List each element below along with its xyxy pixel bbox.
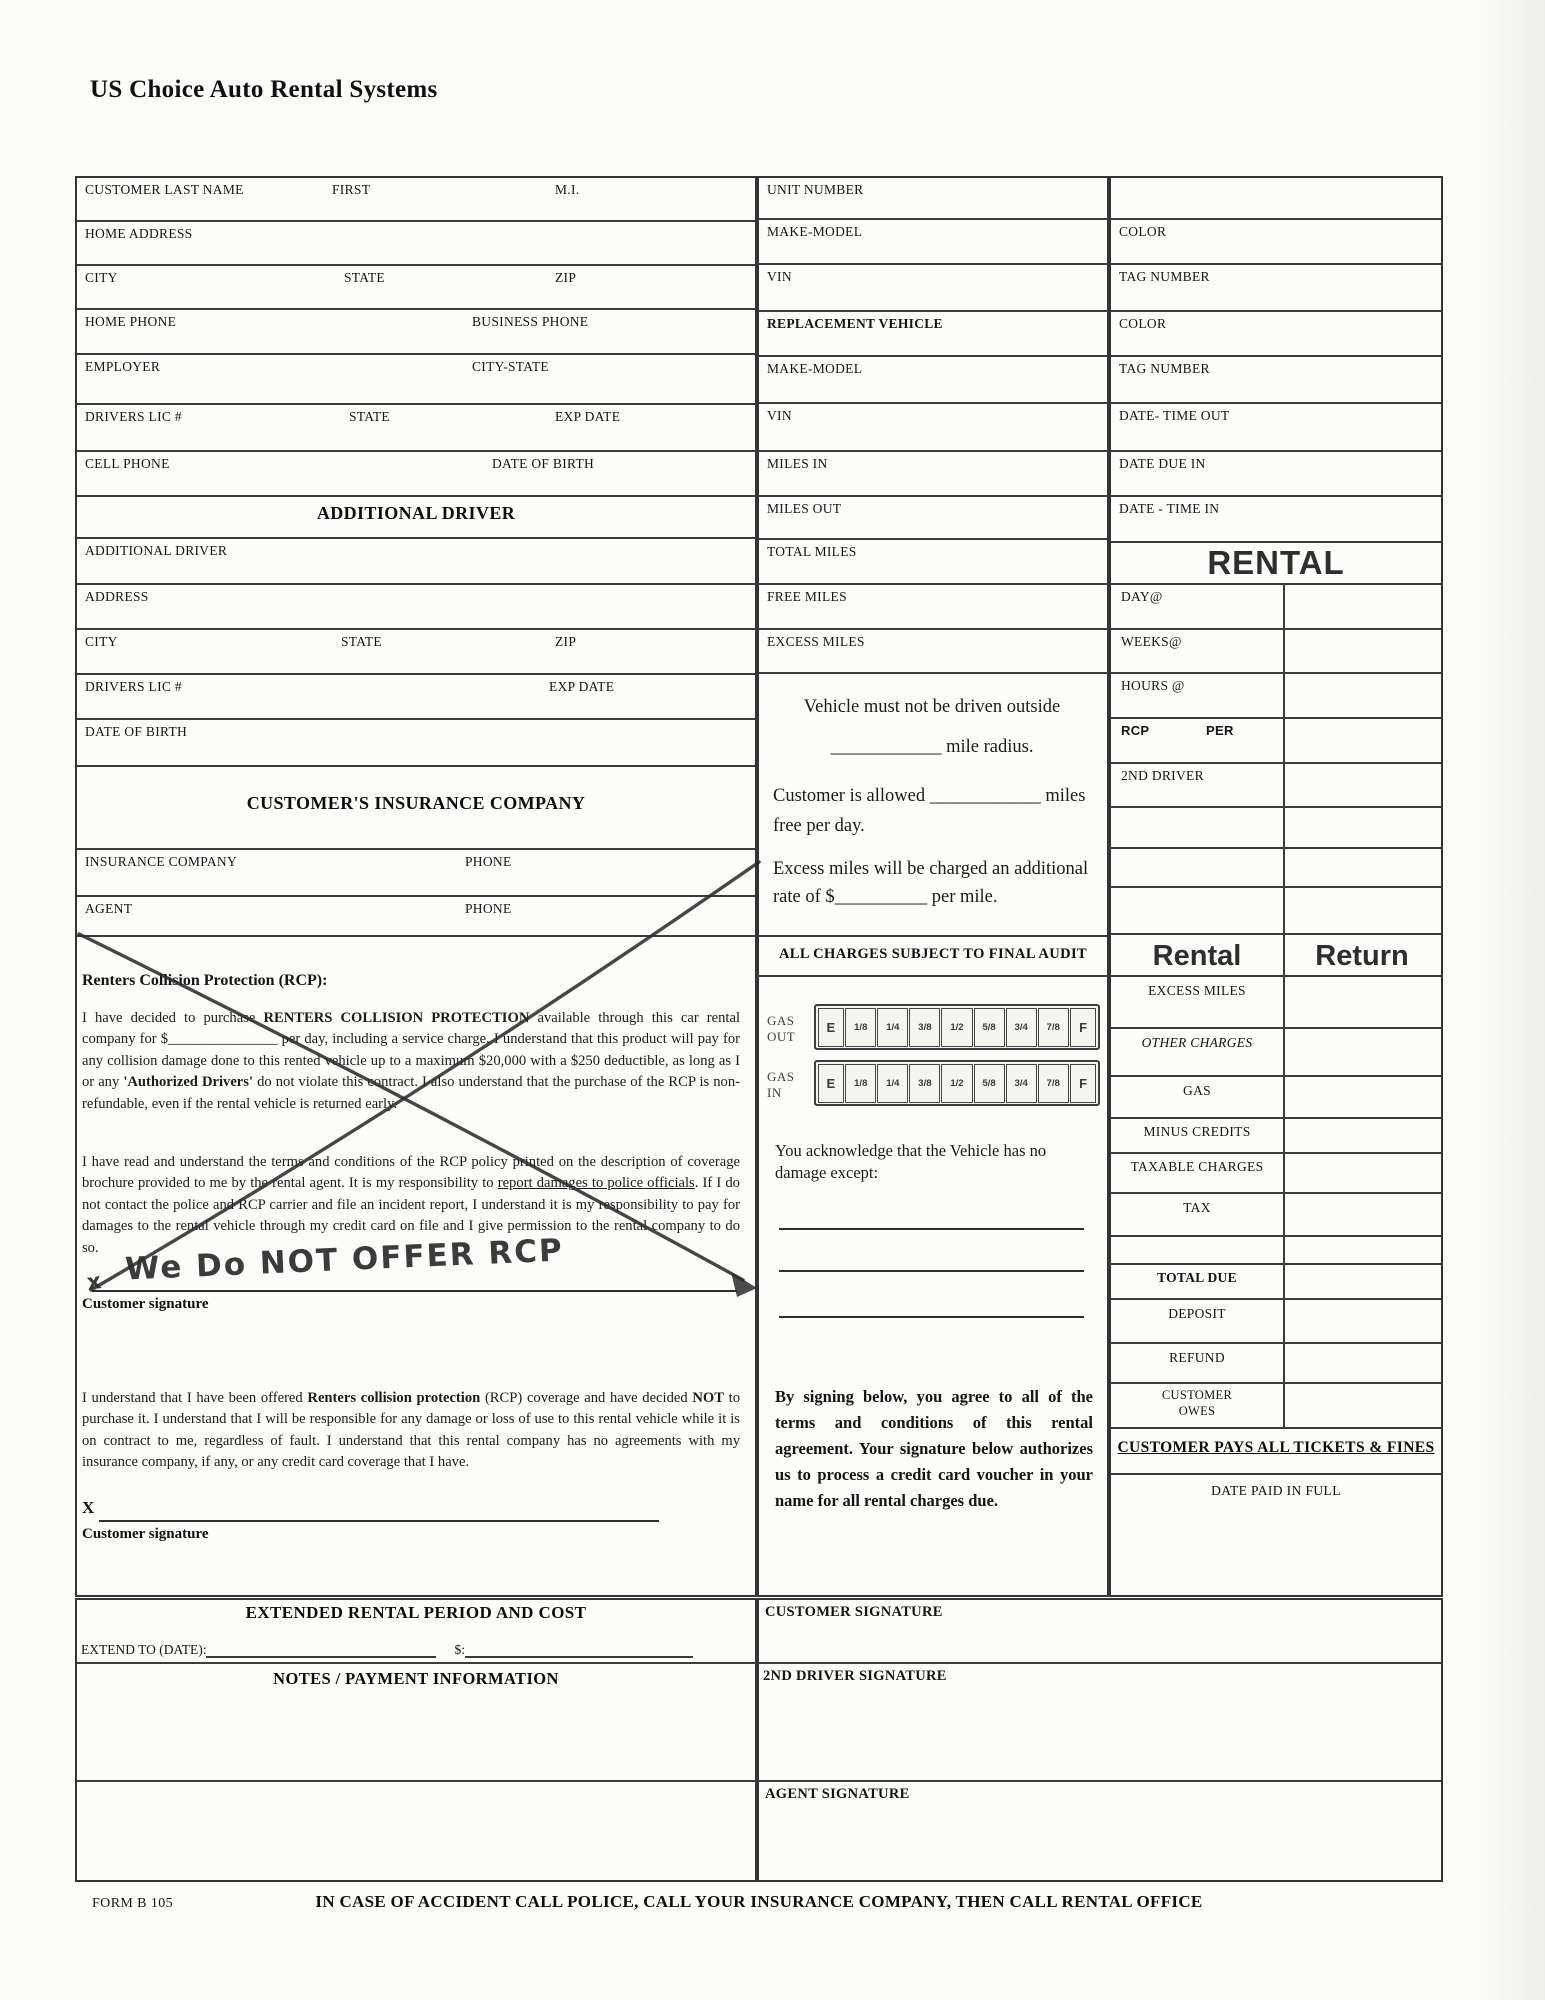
gauge-cell: 1/2 [941,1064,972,1103]
section-additional-driver-header [77,497,755,539]
gauge-cell: 1/8 [845,1064,876,1103]
excess-rate-text: Excess miles will be charged an additional rate of $__________ per mile. [773,859,1089,907]
text: I have read and understand the terms and conditions of the RCP policy printed on the description of coverage brochure provided to me by the rental agent. It is my responsibility to [82,1154,740,1192]
page-title: US Choice Auto Rental Systems [90,76,438,103]
field-label: TOTAL MILES [767,544,857,559]
gauge-cell: F [1070,1064,1097,1103]
field-label: WEEKS@ [1121,634,1182,649]
extended-rental-header: EXTENDED RENTAL PERIOD AND COST [245,1603,587,1622]
charge-label: EXCESS MILES [1148,983,1246,998]
gauge-cell: 5/8 [974,1008,1005,1047]
gauge-cell: 3/8 [909,1008,940,1047]
signature-label: 2ND DRIVER SIGNATURE [763,1668,947,1684]
rate-row-blank [1111,888,1441,935]
cell-divider [1283,674,1285,717]
charge-row-excess-miles [1111,977,1441,1029]
field-date-time-in [1111,497,1441,543]
section-insurance-header [77,767,755,850]
scan-page-edge [1475,0,1545,2000]
handwritten-note: We Do NOT OFFER RCP [124,1232,565,1288]
text: . If I do not contact the police and RCP carrier and file an incident report, I understand it is my responsibility to pay for damages to the rental vehicle through my credit card on file and I give permission to the rental company to do so. [82,1175,740,1256]
field-label: DATE DUE IN [1119,456,1206,471]
gauge-cell: 3/8 [909,1064,940,1103]
cell-divider [1283,1300,1285,1342]
rate-row-2nd-driver [1111,764,1441,808]
charge-label: GAS [1183,1083,1211,1098]
charge-label: TOTAL DUE [1157,1270,1237,1285]
extend-to-label: EXTEND TO (DATE): [81,1642,207,1657]
gas-in-gauge [814,1060,1100,1106]
rental-header: RENTAL [1207,544,1345,581]
handwritten-x-mark: x [85,1269,103,1296]
signature-label: CUSTOMER SIGNATURE [765,1604,943,1620]
text: available through this car rental company for $_______________ per day, including a service charge. I understand that this product will pay for any collision damage done to this rented vehicle up to a maximum $20,000 with a $250 deductible, as long as I or any [82,1010,741,1091]
section-title: ADDITIONAL DRIVER [316,503,516,523]
gauge-cell: 1/8 [845,1008,876,1047]
cell-divider [1283,1344,1285,1382]
field-additional-lic [77,675,755,720]
cell-divider [1283,1077,1285,1117]
text: to purchase it. I understand that I will be responsible for any damage or loss of use to this rental vehicle while it is on contract to me, regardless of fault. I understand that this rental company has no agreements with my insurance company, if any, or any credit card coverage that I have. [82,1390,741,1471]
rental-header-row [1111,543,1441,585]
text-bold: RENTERS COLLISION PROTECTION [263,1010,530,1026]
rate-row-rcp [1111,719,1441,764]
field-additional-dob [77,720,755,767]
rate-row-day [1111,585,1441,630]
field-tag-number [1111,265,1441,312]
field-city-state-zip [77,266,755,310]
field-label: REPLACEMENT VEHICLE [767,316,943,331]
gauge-cell: 3/4 [1006,1008,1037,1047]
audit-header: ALL CHARGES SUBJECT TO FINAL AUDIT [778,946,1088,962]
field-additional-city [77,630,755,675]
customer-signature-label: Customer signature [82,1296,209,1312]
cell-divider [1283,1154,1285,1192]
field-excess-miles [759,630,1107,674]
extend-date-blank [206,1642,436,1658]
field-label: DATE OF BIRTH [492,456,595,471]
form-number: FORM B 105 [92,1896,174,1911]
charge-row-minus-credits [1111,1119,1441,1154]
text: (RCP) coverage and have decided [480,1390,693,1406]
charge-label: REFUND [1169,1350,1225,1365]
hand-drawn-cross-out [75,850,765,1320]
field-label: EMPLOYER [85,359,161,374]
signature-label: AGENT SIGNATURE [765,1786,910,1802]
field-label: EXP DATE [555,409,621,424]
field-cell-phone [77,452,755,497]
field-replacement-vehicle [759,312,1107,357]
agent-signature-row [759,1782,1441,1884]
cell-divider [1283,764,1285,806]
extend-amount-label: $: [454,1642,465,1657]
rate-row-weeks [1111,630,1441,674]
second-driver-signature-row [759,1664,1441,1782]
charge-row-gas [1111,1077,1441,1119]
field-label: ADDRESS [85,589,149,604]
gauge-cell: F [1070,1008,1097,1047]
field-label: CITY-STATE [472,359,549,374]
rate-row-blank [1111,808,1441,849]
notes-header: NOTES / PAYMENT INFORMATION [273,1669,559,1688]
field-free-miles [759,585,1107,630]
text-bold: Renters collision protection [307,1390,481,1406]
charge-label: TAX [1183,1200,1211,1215]
field-label: AGENT [85,901,133,916]
cell-divider [1283,719,1285,762]
charge-row-other-charges [1111,1029,1441,1077]
field-label: COLOR [1119,316,1167,331]
extend-to-line [81,1642,747,1658]
cell-divider [1283,808,1285,847]
gauge-cell: 5/8 [974,1064,1005,1103]
field-label: TAG NUMBER [1119,269,1210,284]
text: I have decided to purchase [82,1010,264,1026]
allowed-miles-text: Customer is allowed ____________ miles free per day. [773,786,1086,836]
field-label: PHONE [465,854,512,869]
field-label: CUSTOMER LAST NAME [85,182,244,197]
cell-divider [1283,1119,1285,1152]
field-make-model-2 [759,357,1107,404]
text: I understand that I have been offered [82,1390,308,1406]
field-unit-number [759,178,1107,220]
mileage-rules-box [759,674,1107,937]
field-label: INSURANCE COMPANY [85,854,238,869]
extend-amount-blank [465,1642,693,1658]
cell-divider [1283,630,1285,672]
charge-label: OWES [1178,1404,1216,1418]
audit-header-row [759,937,1107,977]
gauge-cell: E [818,1064,845,1103]
field-label: FREE MILES [767,589,847,604]
bottom-right-box [757,1598,1443,1882]
field-label: HOURS @ [1121,678,1185,693]
field-label: STATE [341,634,382,649]
text-bold: 'Authorized Drivers' [123,1074,254,1091]
field-vin [759,265,1107,312]
rcp-heading: Renters Collision Protection (RCP): [82,972,328,989]
field-label: CITY [85,634,118,649]
section-title: CUSTOMER'S INSURANCE COMPANY [246,793,586,813]
charge-row-blank [1111,1237,1441,1265]
charge-label: OTHER CHARGES [1141,1035,1253,1050]
rate-row-blank [1111,849,1441,888]
field-label: DRIVERS LIC # [85,679,182,694]
field-label: COLOR [1119,224,1167,239]
cell-divider [1283,977,1285,1027]
cell-divider [1283,849,1285,886]
return-header-left: Rental [1152,940,1242,972]
tickets-note-row [1111,1429,1441,1475]
middle-column [757,176,1109,1597]
damage-line [779,1228,1084,1230]
field-label: DATE- TIME OUT [1119,408,1230,423]
cell-divider [1283,1265,1285,1298]
field-label: TAG NUMBER [1119,361,1210,376]
cell-divider [1283,1384,1285,1427]
accident-instructions: IN CASE OF ACCIDENT CALL POLICE, CALL YOUR INSURANCE COMPANY, THEN CALL RENTAL OFFICE [315,1892,1203,1911]
gauge-cell: 7/8 [1038,1064,1069,1103]
gauge-cell: E [818,1008,845,1047]
cell-divider [1283,888,1285,933]
return-header-right: Return [1315,940,1409,972]
charge-row-deposit [1111,1300,1441,1344]
field-label: PER [1206,723,1234,738]
field-label: CELL PHONE [85,456,170,471]
field-vin-2 [759,404,1107,452]
cell-divider [1283,1029,1285,1075]
empty-notes-area [77,1782,755,1884]
field-label: EXP DATE [549,679,615,694]
text: do not violate this contract. I also understand that the purchase of the RCP is non-refundable, even if the rental vehicle is returned early. [82,1074,740,1112]
charge-row-customer-owes [1111,1384,1441,1429]
field-label: EXCESS MILES [767,634,865,649]
field-label: M.I. [555,182,580,197]
customer-signature-label: Customer signature [82,1526,209,1542]
field-color [1111,220,1441,265]
radius-rule-text: Vehicle must not be driven outside ____________ mile radius. [803,697,1061,757]
field-label: UNIT NUMBER [767,182,864,197]
field-additional-driver [77,539,755,585]
charge-row-tax [1111,1194,1441,1237]
field-label: VIN [767,269,792,284]
field-label: MILES IN [767,456,828,471]
field-label: MAKE-MODEL [767,361,863,376]
field-date-time-out [1111,404,1441,452]
field-label: HOME PHONE [85,314,177,329]
field-label: MAKE-MODEL [767,224,863,239]
empty-cell [1111,178,1441,220]
charge-row-refund [1111,1344,1441,1384]
gauge-cell: 7/8 [1038,1008,1069,1047]
field-label: DAY@ [1121,589,1163,604]
rental-return-header-row [1111,935,1441,977]
field-color-2 [1111,312,1441,357]
damage-line [779,1270,1084,1272]
field-label: HOME ADDRESS [85,226,193,241]
field-label: DATE - TIME IN [1119,501,1220,516]
field-label: RCP [1121,723,1150,738]
extended-rental-row [77,1600,755,1664]
field-label: DATE OF BIRTH [85,724,188,739]
field-make-model [759,220,1107,265]
gauge-cell: 3/4 [1006,1064,1037,1103]
field-label: 2ND DRIVER [1121,768,1204,783]
gauge-cell: 1/4 [877,1064,908,1103]
cell-divider [1283,1237,1285,1263]
field-label: FIRST [332,182,371,197]
charge-row-total-due [1111,1265,1441,1300]
gauge-cell: 1/4 [877,1008,908,1047]
text-bold: NOT [692,1390,724,1406]
text-underline: report damages to police officials [497,1175,695,1192]
date-paid-row [1111,1475,1441,1599]
field-label: STATE [344,270,385,285]
field-drivers-lic [77,405,755,452]
bottom-left-box [75,1598,757,1882]
field-home-address [77,222,755,266]
field-customer-name [77,178,755,222]
cell-divider [1283,585,1285,628]
field-label: ZIP [555,634,577,649]
right-column [1109,176,1443,1597]
customer-signature-row [759,1600,1441,1664]
rcp-paragraph-3 [82,1388,740,1474]
notes-row [77,1664,755,1782]
damage-line [779,1316,1084,1318]
gauge-cell: 1/2 [941,1008,972,1047]
field-total-miles [759,540,1107,585]
charge-label: CUSTOMER [1161,1388,1233,1402]
field-label: CITY [85,270,118,285]
field-employer [77,355,755,405]
field-additional-address [77,585,755,630]
field-label: PHONE [465,901,512,916]
rate-row-hours [1111,674,1441,719]
charge-label: TAXABLE CHARGES [1130,1159,1264,1174]
damage-acknowledgment-text: You acknowledge that the Vehicle has no damage except: [775,1141,1047,1183]
gas-out-gauge [814,1004,1100,1050]
field-label: ZIP [555,270,577,285]
date-paid-label: DATE PAID IN FULL [1211,1483,1341,1498]
cell-divider [1283,1194,1285,1235]
field-label: DRIVERS LIC # [85,409,182,424]
field-label: VIN [767,408,792,423]
signature-line [99,1520,659,1522]
charge-label: DEPOSIT [1168,1306,1226,1321]
field-miles-in [759,452,1107,497]
charge-label: MINUS CREDITS [1143,1124,1251,1139]
signing-agreement-text: By signing below, you agree to all of the terms and conditions of this rental agreement. Your signature below authorizes us to process a credit card voucher in your name for all rental charges due. [775,1387,1093,1511]
gas-in-label: GAS IN [767,1069,795,1101]
field-date-due-in [1111,452,1441,497]
charge-row-taxable [1111,1154,1441,1194]
field-label: STATE [349,409,390,424]
field-label: BUSINESS PHONE [472,314,589,329]
field-label: ADDITIONAL DRIVER [85,543,228,558]
tickets-note: CUSTOMER PAYS ALL TICKETS & FINES [1117,1439,1435,1456]
signature-x: X [82,1498,95,1517]
field-label: MILES OUT [767,501,842,516]
field-miles-out [759,497,1107,540]
field-tag-number-2 [1111,357,1441,404]
field-phones [77,310,755,355]
gas-out-label: GAS OUT [767,1013,796,1045]
gas-and-signing-box [759,977,1107,1599]
